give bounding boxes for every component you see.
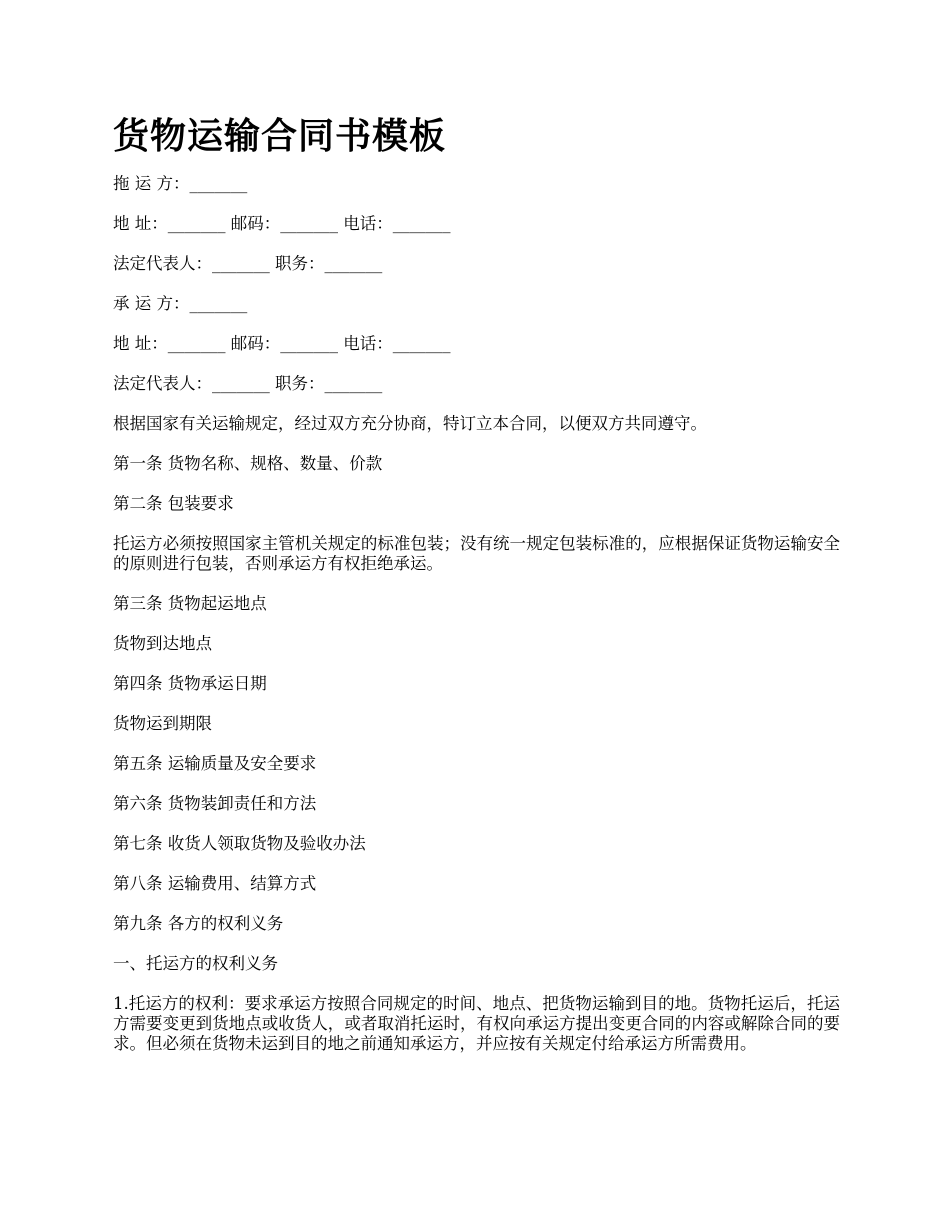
article-9-heading: 第九条 各方的权利义务 <box>113 914 284 933</box>
article-4-subline: 货物运到期限 <box>113 714 212 733</box>
shipper-address-line: 地 址：_______ 邮码：_______ 电话：_______ <box>113 214 451 233</box>
article-8-heading: 第八条 运输费用、结算方式 <box>113 874 317 893</box>
article-7-heading: 第七条 收货人领取货物及验收办法 <box>113 834 366 853</box>
section-1-heading: 一、托运方的权利义务 <box>113 954 278 973</box>
preamble-paragraph: 根据国家有关运输规定，经过双方充分协商，特订立本合同，以便双方共同遵守。 <box>113 414 707 433</box>
shipper-representative-line: 法定代表人：_______ 职务：_______ <box>113 254 383 273</box>
article-6-heading: 第六条 货物装卸责任和方法 <box>113 794 317 813</box>
article-4-heading: 第四条 货物承运日期 <box>113 674 267 693</box>
carrier-party-line: 承 运 方：_______ <box>113 294 248 313</box>
document-page <box>113 110 840 1074</box>
carrier-address-line: 地 址：_______ 邮码：_______ 电话：_______ <box>113 334 451 353</box>
article-1-heading: 第一条 货物名称、规格、数量、价款 <box>113 454 383 473</box>
article-3-subline: 货物到达地点 <box>113 634 212 653</box>
shipper-party-line: 拖 运 方：_______ <box>113 174 248 193</box>
item-1-paragraph: 1.托运方的权利：要求承运方按照合同规定的时间、地点、把货物运输到目的地。货物托运后，托运方需要变更到货地点或收货人，或者取消托运时，有权向承运方提出变更合同的内容或解除合同的要求。但必须在货物未运到目的地之前通知承运方，并应按有关规定付给承运方所需费用。 <box>113 994 840 1053</box>
article-2-heading: 第二条 包装要求 <box>113 494 234 513</box>
document-title: 货物运输合同书模板 <box>113 115 447 157</box>
article-2-body: 托运方必须按照国家主管机关规定的标准包装；没有统一规定包装标准的，应根据保证货物运输安全的原则进行包装，否则承运方有权拒绝承运。 <box>113 534 840 573</box>
article-5-heading: 第五条 运输质量及安全要求 <box>113 754 317 773</box>
article-3-heading: 第三条 货物起运地点 <box>113 594 267 613</box>
carrier-representative-line: 法定代表人：_______ 职务：_______ <box>113 374 383 393</box>
